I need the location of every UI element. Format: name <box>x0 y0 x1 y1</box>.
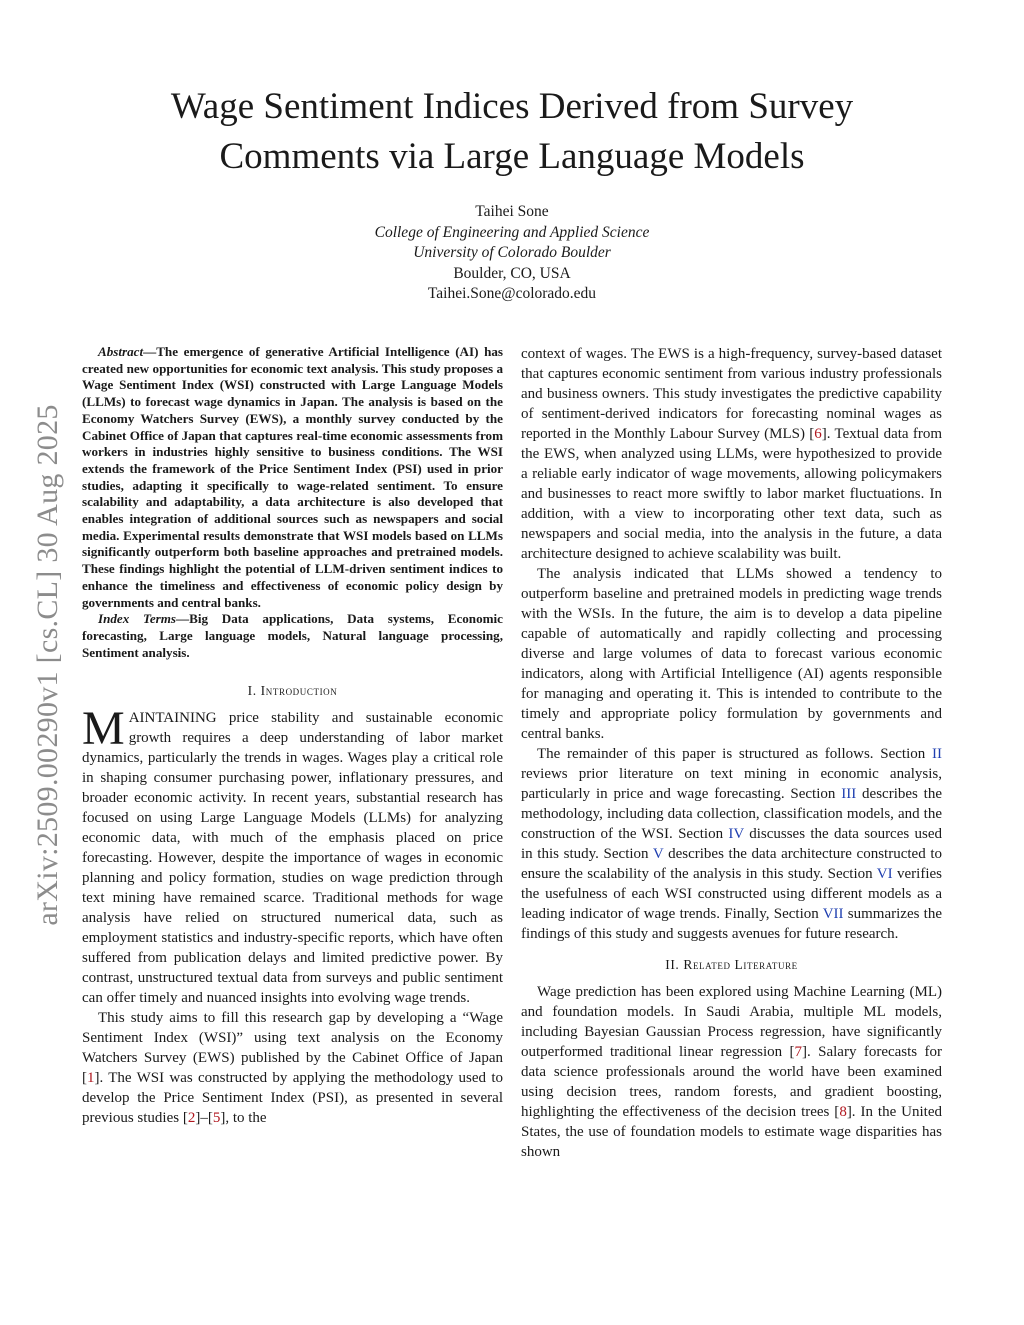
section-heading-introduction: I. Introduction <box>247 683 338 699</box>
section-heading-related-literature: II. Related Literature <box>665 957 798 972</box>
author-block <box>200 202 824 305</box>
intro-paragraph-5-text-b: reviews prior literature on text mining in economic analysis, particularly in price and wage forecasting. Section <box>521 766 942 802</box>
intro-paragraph-5 <box>521 744 942 944</box>
section-link-2[interactable]: II <box>932 746 942 762</box>
section-link-6[interactable]: VI <box>876 866 893 882</box>
intro-paragraph-5-text-e: describes the data architecture constructed to ensure the scalability of the analysis in this study. Section <box>521 846 943 882</box>
intro-paragraph-5-text-f: verifies the usefulness of each WSI constructed using different models as a leading indicator of wage trends. Finally, Section <box>521 866 943 922</box>
section-link-3[interactable]: III <box>841 786 857 802</box>
intro-paragraph-3-text-a: context of wages. The EWS is a high-frequency, survey-based dataset that captures economic sentiment from various industry professionals and business owners. This study investigates the predictive capability of sentiment-derived indicators for forecasting nominal wages as reported in the Monthly Labour Survey (MLS) [ <box>521 346 942 442</box>
author-name: Taihei Sone <box>475 203 549 220</box>
intro-paragraph-1-text: AINTAINING price stability and sustainable economic growth requires a deep understanding of labor market dynamics, particularly the trends in wages. Wages play a critical role in shaping consumer purchasing power, inflationary pressures, and broader economic activity. In recent years, substantial research has focused on using Large Language Models (LLMs) for analyzing economic data, with much of the emphasis placed on price forecasting. However, despite the importance of wages in economic planning and policy formation, studies on wage prediction through text mining have remained scarce. Traditional methods for wage analysis have relied on structured numerical data, such as employment statistics and industry-specific reports, which have often suffered from publication delays and limited predictive power. By contrast, unstructured textual data from surveys and public sentiment can offer timely and nuanced insights into evolving wage trends. <box>82 710 503 1007</box>
intro-paragraph-5-text-c: describes the methodology, including data collection, classification models, and the construction of the WSI. Section <box>521 786 942 842</box>
intro-paragraph-5-text-a: The remainder of this paper is structured as follows. Section <box>537 746 932 762</box>
intro-paragraph-2 <box>82 1008 503 1128</box>
citation-link-1[interactable]: 1 <box>87 1070 95 1087</box>
index-terms <box>82 611 503 661</box>
intro-paragraph-5-text-d: discusses the data sources used in this study. Section <box>521 826 942 862</box>
citation-link-7[interactable]: 7 <box>794 1044 803 1060</box>
related-paragraph-1 <box>521 982 942 1162</box>
citation-link-8[interactable]: 8 <box>839 1104 847 1120</box>
dropcap-letter: M <box>82 702 125 756</box>
abstract <box>82 344 503 611</box>
abstract-label: Abstract <box>98 344 144 359</box>
intro-paragraph-5-text-g: summarizes the findings of this study and suggests avenues for future research. <box>521 906 943 942</box>
intro-paragraph-1 <box>82 702 503 1008</box>
author-location: Boulder, CO, USA <box>453 264 571 282</box>
citation-link-5[interactable]: 5 <box>212 1110 221 1127</box>
author-affiliation-college: College of Engineering and Applied Science <box>374 223 650 241</box>
right-column <box>521 344 942 1162</box>
index-terms-text: —Big Data applications, Data systems, Economic forecasting, Large language models, Natural language processing, Sentiment analysis. <box>82 611 503 660</box>
related-paragraph-1-text-b: ]. Salary forecasts for data science professionals around the world have been examined using decision trees, random forests, and gradient boosting, highlighting the effectiveness of the decision trees [ <box>521 1044 942 1120</box>
related-paragraph-1-text-c: ]. In the United States, the use of foundation models to estimate wage disparities has shown <box>521 1104 942 1160</box>
intro-paragraph-2-text-a: This study aims to fill this research gap by developing a “Wage Sentiment Index (WSI)” using text analysis on the Economy Watchers Survey (EWS) published by the Cabinet Office of Japan [ <box>82 1010 503 1087</box>
author-email[interactable]: Taihei.Sone@colorado.edu <box>427 285 597 303</box>
author-affiliation-university: University of Colorado Boulder <box>413 244 611 262</box>
arxiv-identifier <box>28 370 68 960</box>
intro-paragraph-4: The analysis indicated that LLMs showed a tendency to outperform baseline and pretrained models in predicting wage trends with the WSIs. In the future, the aim is to develop a data pipeline capable of automatically and rapidly collecting and processing diverse and large volumes of data to forecast various economic indicators, along with Artificial Intelligence (AI) agents responsible for managing and operating it. This is intended to contribute to the timely and appropriate policy formulation by governments and central banks. <box>521 566 942 742</box>
intro-paragraph-2-text-c: ]–[ <box>195 1110 213 1127</box>
index-terms-label: Index Terms <box>98 611 177 627</box>
arxiv-identifier-text: arXiv:2509.00290v1 [cs.CL] 30 Aug 2025 <box>31 404 64 926</box>
abstract-text: —The emergence of generative Artificial Intelligence (AI) has created new opportunities for economic text analysis. This study proposes a Wage Sentiment Index (WSI) constructed with Large Language Models (LLMs) to forecast wage dynamics in Japan. The analysis is based on the Economy Watchers Survey (EWS), a monthly survey conducted by the Cabinet Office of Japan that captures real-time economic assessments from workers in industries highly sensitive to business conditions. The WSI extends the framework of the Price Sentiment Index (PSI) used in prior studies, adapting it specifically to wage-related sentiment. To ensure scalability and adaptability, a data architecture is also developed that enables integration of additional sources such as newspapers and social media. Experimental results demonstrate that WSI models based on LLMs significantly outperform both baseline approaches and pretrained models. These findings highlight the potential of LLM-driven sentiment indices to enhance the timeliness and effectiveness of economic policy design by governments and central banks. <box>82 344 503 610</box>
citation-link-6[interactable]: 6 <box>814 426 822 442</box>
left-column <box>82 344 503 1128</box>
paper-title: Wage Sentiment Indices Derived from Survey Comments via Large Language Models <box>170 86 854 177</box>
section-link-5[interactable]: V <box>652 846 664 862</box>
intro-paragraph-2-text-d: ], to the <box>220 1110 267 1127</box>
intro-paragraph-3-text-b: ]. Textual data from the EWS, when analyzed using LLMs, were hypothesized to provide a reliable early indicator of wage movements, allowing policymakers and businesses to react more swiftly to labor market fluctuations. In addition, with a view to incorporating other text data, such as newspapers and social media, into the analysis in the future, a data architecture designed to achieve scalability was built. <box>521 426 942 562</box>
section-link-4[interactable]: IV <box>728 826 744 842</box>
citation-link-2[interactable]: 2 <box>187 1110 196 1127</box>
intro-paragraph-2-text-b: ]. The WSI was constructed by applying the methodology used to develop the Price Sentiment Index (PSI), as presented in several previous studies [ <box>82 1070 503 1127</box>
intro-paragraph-2-continued <box>521 344 942 564</box>
section-link-7[interactable]: VII <box>822 906 844 922</box>
related-paragraph-1-text-a: Wage prediction has been explored using Machine Learning (ML) and foundation models. In Saudi Arabia, multiple ML models, including Bayesian Gaussian Process regression, have significantly outperformed traditional linear regression [ <box>521 984 942 1060</box>
